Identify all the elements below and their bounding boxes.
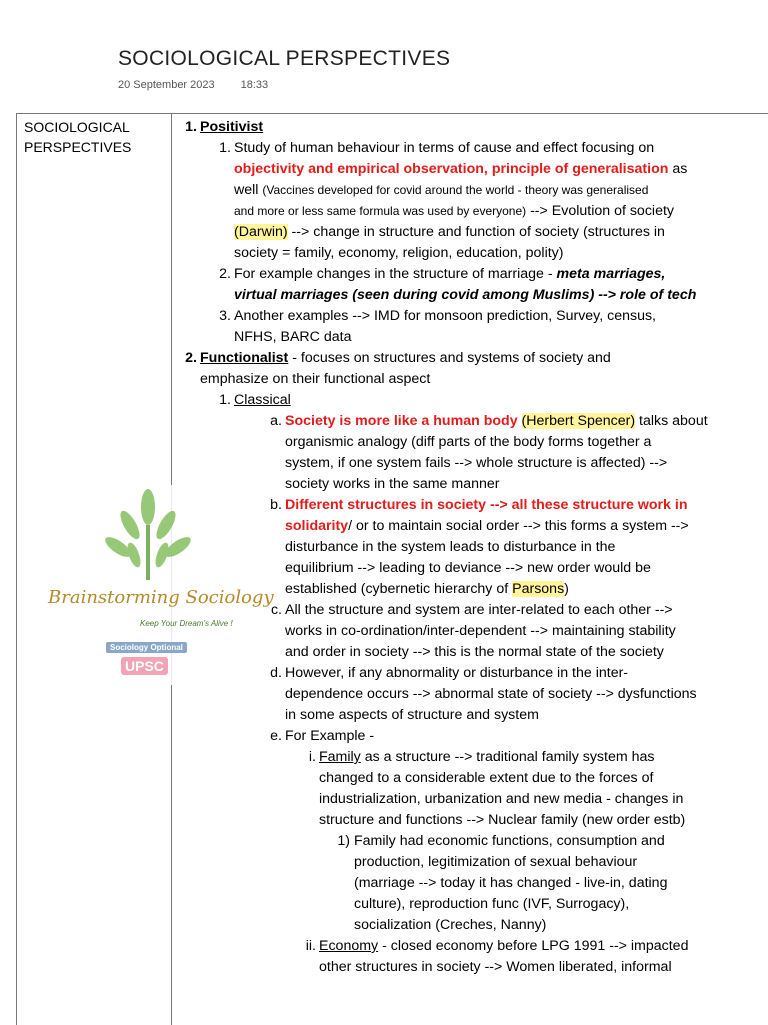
text-line: structure and functions --> Nuclear family (new order estb) xyxy=(319,812,686,828)
logo-tagline: Keep Your Dream's Alive ! xyxy=(140,619,233,628)
text-line: works in co-ordination/inter-dependent --> maintaining stability xyxy=(285,623,676,639)
text-line: virtual marriages (seen during covid among Muslims) --> role of tech xyxy=(234,287,697,303)
logo-brand-text: Brainstorming Sociology xyxy=(48,587,274,608)
page-title: SOCIOLOGICAL PERSPECTIVES xyxy=(118,47,451,70)
text-line: well (Vaccines developed for covid around the world - theory was generalised xyxy=(234,182,649,198)
text-line: other structures in society --> Women liberated, informal xyxy=(319,959,672,975)
text-line: established (cybernetic hierarchy of Parsons) xyxy=(285,581,569,597)
logo-optional-badge: Sociology Optional xyxy=(106,642,187,653)
text-line: industrialization, urbanization and new media - changes in xyxy=(319,791,684,807)
text-line: and order in society --> this is the normal state of the society xyxy=(285,644,664,660)
text-line: society = family, economy, religion, education, polity) xyxy=(234,245,564,261)
text-line: in some aspects of structure and system xyxy=(285,707,539,723)
text-line: disturbance in the system leads to disturbance in the xyxy=(285,539,616,555)
text-line: NFHS, BARC data xyxy=(234,329,352,345)
table-border-left xyxy=(16,114,17,1025)
text-line: objectivity and empirical observation, principle of generalisation as xyxy=(234,161,688,177)
left-cell-line: PERSPECTIVES xyxy=(24,139,132,155)
text-line: (marriage --> today it has changed - live-in, dating xyxy=(354,875,668,891)
text-line: socialization (Creches, Nanny) xyxy=(354,917,547,933)
text-line: dependence occurs --> abnormal state of society --> dysfunctions xyxy=(285,686,697,702)
text-line: (Darwin) --> change in structure and function of society (structures in xyxy=(234,224,665,240)
text-line: equilibrium --> leading to deviance --> new order would be xyxy=(285,560,651,576)
leaf-plant-icon xyxy=(42,485,254,595)
text-line: system, if one system fails --> whole structure is affected) --> xyxy=(285,455,668,471)
logo-upsc-badge: UPSC xyxy=(121,657,168,675)
note-time: 18:33 xyxy=(240,79,269,91)
watermark-logo xyxy=(42,485,274,685)
table-left-cell xyxy=(24,117,164,157)
text-line: production, legitimization of sexual behaviour xyxy=(354,854,638,870)
text-line: and more or less same formula was used by everyone) --> Evolution of society xyxy=(234,203,674,219)
text-line: changed to a considerable extent due to the forces of xyxy=(319,770,654,786)
note-date: 20 September 2023 xyxy=(118,79,215,91)
text-line: solidarity/ or to maintain social order --> this forms a system --> xyxy=(285,518,689,534)
text-line: society works in the same manner xyxy=(285,476,500,492)
text-line: organismic analogy (diff parts of the body forms together a xyxy=(285,434,652,450)
left-cell-line: SOCIOLOGICAL xyxy=(24,119,130,135)
text-line: culture), reproduction func (IVF, Surrogacy), xyxy=(354,896,630,912)
page-meta xyxy=(118,79,268,91)
notes-table: SOCIOLOGICAL PERSPECTIVES 1. Positivist 1. Study of human behaviour in terms of cause and effect focusing on objectivity and empirical observation, principle of generalisation as well (Vaccines developed for covid around the world - theory was generalised and more or less same formula was used by everyone) --> Evolution of society (Darwin) --> change in structure and function of society (structures in society = family, economy, religion, education, polity) 2. For example changes in the structure of marriage - meta marriages, virtual marriages (seen during covid among Muslims) --> role of tech 3. Another examples --> IMD for monsoon prediction, Survey, census, NFHS, BARC data 2. Functionalist - focuses on structures and systems of society and emphasize on their functional aspect 1. Classical a. Society is more like a human body (Herbert Spencer) talks about organismic analogy (diff parts of the body forms together a system, if one system fails --> whole structure is affected) --> society works in the same manner b. Different structures in society --> all these structure work in solidarity/ or to maintain social order --> this forms a system --> disturbance in the system leads to disturbance in the equilibrium --> leading to deviance --> new order would be established (cybernetic hierarchy of Parsons) c. All the structure and system are inter-related to each other --> works in co-ordination/inter-dependent --> maintaining stability and order in society --> this is the normal state of the society d. However, if any abnormality or disturbance in the inter- dependence occurs --> abnormal state of society --> dysfunctions in some aspects of structure and system e. For Example - i. Family as a structure --> traditional family system has changed to a considerable extent due to the forces of industrialization, urbanization and new media - changes in structure and functions --> Nuclear family (new order estb) 1) Family had economic functions, consumption and production, legitimization of sexual behaviour (marriage --> today it has changed - live-in, dating culture), reproduction func (IVF, Surrogacy), socialization (Creches, Nanny) ii. Economy - closed economy before LPG 1991 --> impacted other structures in society --> Women liberated, informal xyxy=(16,113,768,1025)
text-line: emphasize on their functional aspect xyxy=(200,371,431,387)
